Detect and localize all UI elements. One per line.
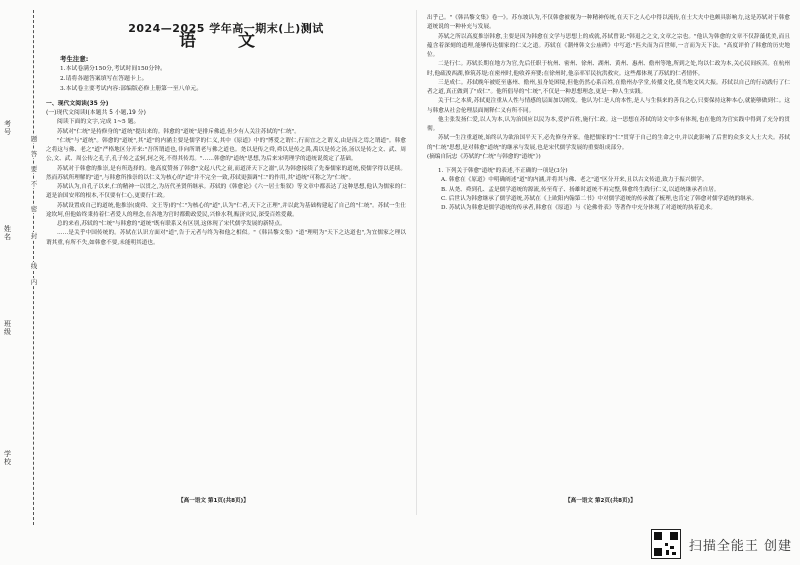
passage-paragraph: 总的来看,苏轼的"仁统"与韩愈的"道统"既有联系又有区别,这体现了宋代儒学发展的新特点。 bbox=[57, 221, 286, 227]
passage-paragraph: 苏轼对于韩愈的推崇,是有所选择的。他高度赞扬了韩愈"文起八代之衰,而道济天下之溺",认为韩愈接续了先秦儒家的道统,使儒学得以延续。然而苏轼所理解的"道",与韩愈所推崇的以仁义为核心的"道"并不完全一致,苏轼更强调"仁"的作用,其"道统"可称之为"仁统"。 bbox=[46, 165, 406, 181]
page-divider bbox=[416, 10, 417, 515]
cut-mark: 封 bbox=[30, 232, 38, 240]
sub-section-title: (一)现代文阅读Ⅰ(本题共 5 小题,19 分) bbox=[46, 110, 146, 116]
binding-strip bbox=[0, 0, 46, 530]
passage-paragraph: "仁统"与"道统"。韩愈的"道统",其"道"的内涵主要是儒学的仁义,其中《原道》中的"博爱之谓仁,行而宜之之谓义,由是而之焉之谓道"。韩愈之将这与佛、老之"道"严格地区分开来:"吾所谓道也,非向所谓老与佛之道也。尧以是传之舜,舜以是传之禹,禹以是传之汤,汤以是传之文、武、周公,文、武、周公传之孔子,孔子传之孟轲,轲之死,不得其传焉。"……韩愈的"道统"思想,为后来宋明理学的道统说奠定了基础。 bbox=[46, 137, 406, 163]
passage-paragraph: 三是成仁。苏轼晚年被贬至惠州、儋州,虽身处困境,但他仍然心系百姓,在儋州办学堂,传播文化,使当地文风大振。苏轼以自己的行动践行了仁者之道,真正做到了"成仁"。他所倡导的"仁统",不仅是一种思想理念,更是一种人生实践。 bbox=[427, 79, 790, 95]
class-label: 班级 bbox=[4, 320, 11, 336]
option-c: C. 后世认为韩愈继承了儒学道统,苏轼在《上欧阳内翰第二书》中对儒学道统的传承做了梳理,也肯定了韩愈对儒学道统的继承。 bbox=[441, 195, 758, 202]
reading-instruction: 阅读下面的文字,完成 1~5 题。 bbox=[57, 119, 140, 126]
passage-paragraph: 苏轼之所以高度推崇韩愈,主要是因为韩愈在文学与思想上的成就,苏轼曾说:"韩退之之文,文章之宗也。"他认为韩愈的文章不仅辞藻优美,而且蕴含着深刻的道理,能够传达儒家的仁义之道。苏轼在《潮州韩文公庙碑》中写道:"匹夫而为百世师,一言而为天下法。"高度评价了韩愈的历史地位。 bbox=[427, 33, 790, 58]
option-b: B. 从尧、舜到孔、孟是儒学道统的源流,传至荀子、扬雄时道统不再完整,韩愈终生践行仁义,以道统继承者自居。 bbox=[441, 186, 720, 193]
page-footer: 【高一语文 第2页(共8页)】 bbox=[565, 498, 636, 504]
exam-title: 2024—2025 学年高一期末(上)测试 bbox=[128, 22, 324, 35]
passage-paragraph: 二是行仁。苏轼长期在地方为官,先后任职于杭州、密州、徐州、湖州、黄州、惠州、儋州等地,所到之处,均以仁政为本,关心民间疾苦。在杭州时,他疏浚西湖,修筑苏堤;在密州时,他收养弃婴;在徐州时,他亲率军民抗洪救灾。这些都体现了苏轼的仁者情怀。 bbox=[427, 61, 790, 77]
passage-paragraph: 出乎己。"《韩昌黎文集》卷一》。苏东坡认为,不仅韩愈被视为一种精神传统,在天下之人心中得以流传,在士大夫中也颇具影响力,这是苏轼对于韩愈道统说的一种补充与发展。 bbox=[427, 15, 790, 31]
cut-mark: 线 bbox=[30, 262, 38, 270]
passage-paragraph: 关于仁之本质,苏轼更注重从人性与情感的层面加以阐发。他认为仁是人的本性,是人与生俱来的善良之心,只要保持这种本心,就能够做到仁。这与韩愈从社会伦理层面阐释仁义有所不同。 bbox=[427, 98, 790, 114]
passage-paragraph: ……是关乎中国传统的。苏轼在认识方面对"道",告于元者与终为和他之相似。"《韩昌黎文集》"道"理明为"天下之达道也",为宜儒家之理以谓其重,有所不失,如韩愈不要,未能明其道也。 bbox=[46, 230, 406, 246]
notice-item: 2.请将各题答案填写在答题卡上。 bbox=[60, 75, 148, 82]
name-label: 姓名 bbox=[4, 225, 11, 241]
cut-mark: 不 bbox=[30, 180, 38, 188]
passage-paragraph: 他主张发扬仁爱,以人为本,认为治国应以民为本,爱护百姓,施行仁政。这一思想在苏轼的诗文中多有体现,也在他的为官实践中得到了充分的贯彻。 bbox=[427, 116, 790, 132]
scanner-watermark bbox=[651, 529, 792, 559]
question-block bbox=[427, 167, 790, 213]
source-citation: (摘编自阮忠《苏轼的"仁统"与韩愈的"道统"》) bbox=[427, 153, 541, 160]
page-footer: 【高一语文 第1页(共8页)】 bbox=[178, 498, 249, 504]
page-2-column bbox=[427, 14, 790, 213]
passage-paragraph: 苏轼设置成自己的道统,他推崇(虞舜、文王等)的"仁"为核心的"道",认为"仁者,天下之正理",并以此为基础构建起了自己的"仁统"。苏轼一生仕途坎坷,但他始终秉持着仁者爱人的理念,在各地为官时都勤政爱民,兴修水利,赈济灾民,深受百姓爱戴。 bbox=[46, 202, 406, 218]
cut-mark: 题 bbox=[30, 135, 38, 143]
cut-mark: 答 bbox=[30, 150, 38, 158]
subject-title: 语 文 bbox=[179, 31, 273, 52]
passage-paragraph: 苏轼一生注重道统,始终认为欲治国平天下,必先修身齐家。他把儒家的"仁"贯穿于自己的生命之中,并以此影响了后世的众多文人士大夫。苏轼的"仁统"思想,是对韩愈"道统"的继承与发展,也是宋代儒学发展的重要组成部分。 bbox=[427, 135, 790, 151]
passage-paragraph: 苏轼对"仁统"是持修身的"道统"提出来的。韩愈的"道统"是排斥佛道,但少有人关注苏轼的"仁统"。 bbox=[57, 128, 300, 135]
cut-mark: 内 bbox=[30, 278, 38, 286]
school-label: 学校 bbox=[4, 450, 11, 466]
passage-paragraph: 苏轼认为,自孔子以来,仁的精神一以贯之,为历代圣贤所继承。苏轼的《韩愈论》《六一居士集叙》等文章中都表达了这种思想,他认为儒家的仁道是治国安邦的根本,不仅要有仁心,更要行仁政。 bbox=[46, 184, 406, 200]
notice-title: 考生注意: bbox=[60, 54, 89, 63]
question-stem: 1. 下列关于韩愈"道统"的表述,不正确的一项是(3分) bbox=[438, 168, 568, 174]
qr-code-icon bbox=[651, 529, 681, 559]
option-a: A. 韩愈在《原道》中明确阐述"道"的内涵,并将其与佛、老之"道"区分开来,且以古文传道,致力于振兴儒学。 bbox=[441, 177, 708, 184]
section-title: 一、现代文阅读(35 分) bbox=[46, 100, 109, 107]
cut-mark: 密 bbox=[30, 205, 38, 213]
exam-number-label: 考号 bbox=[4, 120, 11, 136]
scanner-label: 扫描全能王 创建 bbox=[688, 538, 792, 554]
notice-item: 1.本试卷满分150分,考试时间150分钟。 bbox=[60, 65, 166, 72]
notice-item: 3.本试卷主要考试内容:部编版必修上册第一至八单元。 bbox=[60, 85, 203, 92]
page-1-column bbox=[46, 14, 406, 248]
cut-mark: 要 bbox=[30, 165, 38, 173]
option-d: D. 苏轼认为韩愈是儒学道统的传承者,韩愈在《原道》与《论佛骨表》等著作中充分体现了对道统的执着追求。 bbox=[441, 205, 717, 211]
